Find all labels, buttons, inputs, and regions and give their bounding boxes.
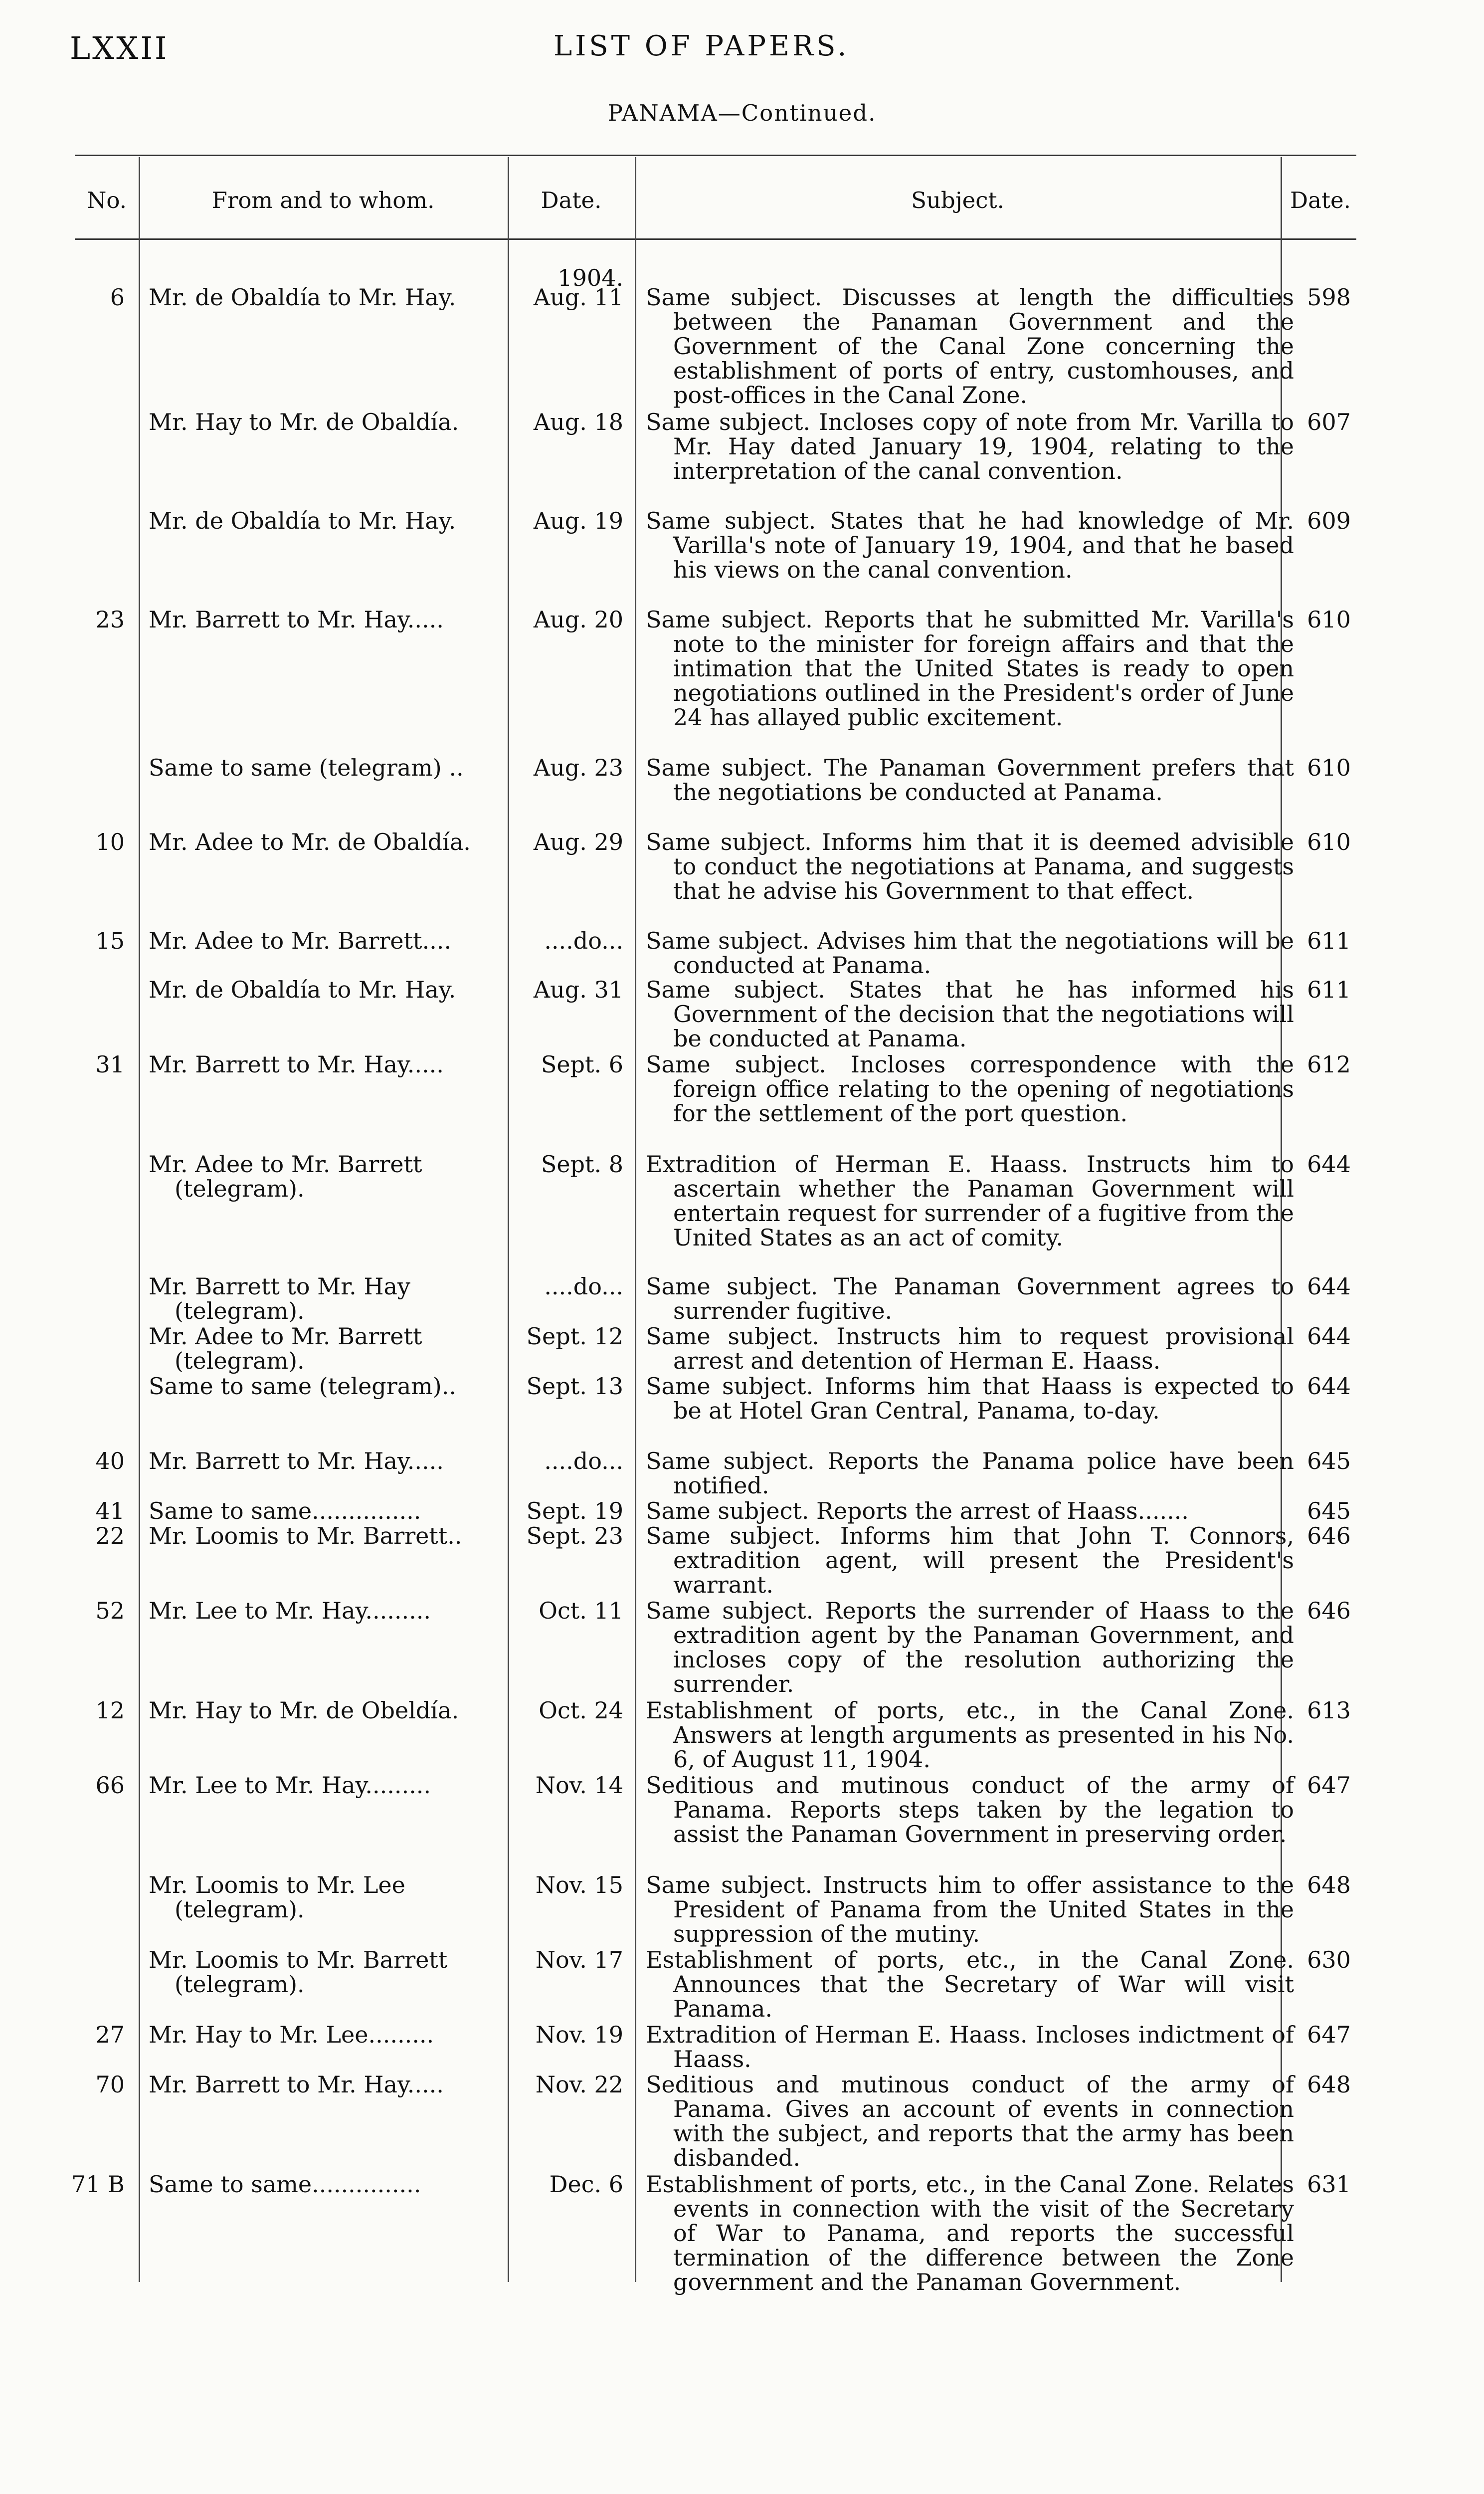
entry-from-to: Same to same (telegram).. [149, 1373, 456, 1400]
entry-page: 610 [1307, 829, 1351, 855]
entry-number: 23 [95, 606, 125, 633]
section-subheading: PANAMA—Continued. [607, 100, 877, 126]
entry-date: Sept. 23 [526, 1522, 623, 1549]
entry-page: 648 [1307, 2071, 1351, 2098]
entry-subject: Same subject. States that he has informed his Government of the decision that the negotiations will be conducted at Panama. [646, 976, 1295, 1052]
table-row [0, 1151, 1484, 1251]
column-header-page: Date. [1290, 187, 1351, 213]
entry-number: 71 B [71, 2171, 125, 2198]
entry-from-to: Mr. Loomis to Mr. Barrett.. [149, 1522, 462, 1549]
table-row [0, 1323, 1484, 1374]
entry-from-to: Mr. Hay to Mr. de Obeldía. [149, 1697, 459, 1724]
table-top-rule [75, 155, 1356, 156]
table-row [0, 927, 1484, 979]
table-header-rule [75, 238, 1356, 240]
entry-date: Nov. 19 [535, 2021, 623, 2048]
entry-page: 644 [1307, 1373, 1351, 1400]
entry-from-to: Mr. Adee to Mr. de Obaldía. [149, 829, 471, 855]
entry-page: 611 [1307, 927, 1351, 954]
entry-date: ....do... [544, 927, 623, 954]
entry-from-to: Mr. Adee to Mr. Barrett (telegram). [149, 1151, 422, 1202]
entry-from-to: Mr. Loomis to Mr. Lee (telegram). [149, 1871, 405, 1923]
table-row [0, 1697, 1484, 1773]
entry-from-to: Mr. Hay to Mr. de Obaldía. [149, 409, 459, 435]
table-row [0, 1051, 1484, 1127]
entry-number: 40 [95, 1448, 125, 1474]
entry-date: Aug. 29 [533, 829, 623, 855]
entry-subject: Same subject. Incloses correspondence with the foreign office relating to the opening of negotiations for the settlement of the port question. [646, 1051, 1294, 1127]
entry-from-to: Mr. Adee to Mr. Barrett.... [149, 927, 451, 954]
entry-subject: Establishment of ports, etc., in the Canal Zone. Relates events in connection with the visit of the Secretary of War to Panama, and reports the successful termination of the difference between the Zone government and the Panaman Government. [646, 2171, 1294, 2295]
entry-subject: Extradition of Herman E. Haass. Incloses indictment of Haass. [646, 2021, 1294, 2073]
table-row [0, 2171, 1484, 2295]
table-row [0, 829, 1484, 904]
entry-page: 631 [1307, 2171, 1351, 2198]
entry-page: 648 [1307, 1871, 1351, 1898]
table-row [0, 1448, 1484, 1499]
entry-page: 645 [1307, 1448, 1351, 1474]
entry-date: Aug. 11 [533, 284, 623, 311]
entry-date: Aug. 18 [533, 409, 623, 435]
entry-subject: Same subject. Discusses at length the difficulties between the Panaman Government and the Government of the Canal Zone concerning the establishment of ports of entry, customhouses, and post-offices in the Canal Zone. [646, 284, 1294, 409]
entry-from-to: Mr. Barrett to Mr. Hay (telegram). [149, 1273, 410, 1324]
column-header-no: No. [87, 187, 127, 213]
entry-page: 610 [1307, 606, 1351, 633]
entry-number: 66 [95, 1772, 125, 1799]
entry-subject: Same subject. Reports the Panama police have been notified. [646, 1448, 1294, 1499]
entry-from-to: Mr. Lee to Mr. Hay......... [149, 1772, 431, 1799]
entry-subject: Same subject. Instructs him to offer assistance to the President of Panama from the United States in the suppression of the mutiny. [646, 1871, 1294, 1947]
entry-date: Oct. 11 [539, 1597, 623, 1624]
entry-date: Aug. 19 [533, 507, 623, 534]
entry-from-to: Mr. de Obaldía to Mr. Hay. [149, 507, 456, 534]
entry-page: 612 [1307, 1051, 1351, 1078]
entry-subject: Same subject. Informs him that it is deemed advisible to conduct the negotiations at Panama, and suggests that he advise his Government to that effect. [646, 829, 1294, 904]
entry-page: 644 [1307, 1151, 1351, 1178]
entry-number: 31 [95, 1051, 125, 1078]
entry-page: 647 [1307, 2021, 1351, 2048]
entry-from-to: Mr. Hay to Mr. Lee......... [149, 2021, 434, 2048]
entry-number: 52 [95, 1597, 125, 1624]
entry-from-to: Same to same............... [149, 2171, 421, 2198]
table-row [0, 507, 1484, 583]
entry-date: Aug. 31 [533, 976, 623, 1003]
table-row [0, 1946, 1484, 2022]
entry-page: 644 [1307, 1273, 1351, 1300]
entry-page: 644 [1307, 1323, 1351, 1350]
entry-date: Nov. 14 [535, 1772, 623, 1799]
entry-subject: Same subject. Reports the surrender of Haass to the extradition agent by the Panaman Government, and incloses copy of the resolution authorizing the surrender. [646, 1597, 1294, 1697]
entry-from-to: Same to same............... [149, 1497, 421, 1524]
entry-subject: Same subject. Informs him that Haass is expected to be at Hotel Gran Central, Panama, to-day. [646, 1373, 1294, 1424]
table-row [0, 1772, 1484, 1848]
entry-date: Nov. 22 [535, 2071, 623, 2098]
entry-subject: Same subject. Advises him that the negotiations will be conducted at Panama. [646, 927, 1294, 979]
entry-page: 598 [1307, 284, 1351, 311]
entry-page: 630 [1307, 1946, 1351, 1973]
page-number: LXXII [70, 30, 169, 66]
entry-from-to: Mr. Barrett to Mr. Hay..... [149, 606, 444, 633]
entry-page: 646 [1307, 1597, 1351, 1624]
entry-date: Sept. 6 [541, 1051, 623, 1078]
entry-number: 6 [110, 284, 125, 311]
table-row [0, 1373, 1484, 1424]
entry-number: 70 [95, 2071, 125, 2098]
year-label: 1904. [557, 264, 623, 291]
entry-subject: Seditious and mutinous conduct of the army of Panama. Reports steps taken by the legation to assist the Panaman Government in preserving order. [646, 1772, 1294, 1848]
entry-date: ....do... [544, 1273, 623, 1300]
table-row [0, 976, 1484, 1052]
entry-subject: Establishment of ports, etc., in the Canal Zone. Announces that the Secretary of War will visit Panama. [646, 1946, 1294, 2022]
entry-subject: Same subject. States that he had knowledge of Mr. Varilla's note of January 19, 1904, and that he based his views on the canal convention. [646, 507, 1294, 583]
entry-from-to: Mr. de Obaldía to Mr. Hay. [149, 976, 456, 1003]
entry-number: 27 [95, 2021, 125, 2048]
table-row [0, 2021, 1484, 2073]
column-header-subject: Subject. [911, 187, 1004, 213]
entry-subject: Same subject. Incloses copy of note from Mr. Varilla to Mr. Hay dated January 19, 1904, relating to the interpretation of the canal convention. [646, 409, 1294, 484]
entry-from-to: Mr. Adee to Mr. Barrett (telegram). [149, 1323, 422, 1374]
table-row [0, 284, 1484, 409]
entry-subject: Same subject. The Panaman Government prefers that the negotiations be conducted at Panama. [646, 754, 1294, 806]
table-row [0, 409, 1484, 484]
entry-date: Dec. 6 [549, 2171, 623, 2198]
entry-date: Aug. 20 [533, 606, 623, 633]
entry-date: Aug. 23 [533, 754, 623, 781]
entry-subject: Same subject. Reports that he submitted Mr. Varilla's note to the minister for foreign affairs and that the intimation that the United States is ready to open negotiations outlined in the President's order of June 24 has allayed public excitement. [646, 606, 1294, 731]
entry-subject: Seditious and mutinous conduct of the army of Panama. Gives an account of events in connection with the subject, and reports that the army has been disbanded. [646, 2071, 1294, 2171]
entry-subject: Same subject. Reports the arrest of Haass....... [646, 1497, 1189, 1524]
entry-from-to: Mr. Barrett to Mr. Hay..... [149, 1051, 444, 1078]
table-row [0, 606, 1484, 731]
entry-page: 611 [1307, 976, 1351, 1003]
entry-date: Nov. 17 [535, 1946, 623, 1973]
table-row [0, 2071, 1484, 2171]
table-row [0, 754, 1484, 806]
entry-number: 12 [95, 1697, 125, 1724]
entry-subject: Same subject. Instructs him to request provisional arrest and detention of Herman E. Haass. [646, 1323, 1294, 1374]
table-row [0, 1871, 1484, 1947]
entry-page: 645 [1307, 1497, 1351, 1524]
entry-date: Sept. 8 [541, 1151, 623, 1178]
entry-subject: Extradition of Herman E. Haass. Instructs him to ascertain whether the Panaman Government will entertain request for surrender of a fugitive from the United States as an act of comity. [646, 1151, 1294, 1251]
table-row [0, 1597, 1484, 1697]
entry-from-to: Mr. Barrett to Mr. Hay..... [149, 2071, 444, 2098]
entry-number: 10 [95, 829, 125, 855]
entry-page: 609 [1307, 507, 1351, 534]
entry-date: Oct. 24 [539, 1697, 623, 1724]
entry-subject: Establishment of ports, etc., in the Canal Zone. Answers at length arguments as presented in his No. 6, of August 11, 1904. [646, 1697, 1294, 1773]
entry-number: 15 [95, 927, 125, 954]
entry-date: Sept. 12 [526, 1323, 623, 1350]
table-row [0, 1522, 1484, 1598]
column-header-date: Date. [541, 187, 602, 213]
entry-subject: Same subject. Informs him that John T. Connors, extradition agent, will present the President's warrant. [646, 1522, 1294, 1598]
entry-page: 647 [1307, 1772, 1351, 1799]
entry-from-to: Mr. Barrett to Mr. Hay..... [149, 1448, 444, 1474]
entry-date: ....do... [544, 1448, 623, 1474]
entry-from-to: Mr. Lee to Mr. Hay......... [149, 1597, 431, 1624]
entry-page: 607 [1307, 409, 1351, 435]
entry-page: 610 [1307, 754, 1351, 781]
table-row [0, 1273, 1484, 1324]
entry-date: Sept. 19 [526, 1497, 623, 1524]
entry-number: 22 [95, 1522, 125, 1549]
entry-from-to: Mr. Loomis to Mr. Barrett (telegram). [149, 1946, 448, 1998]
entry-from-to: Mr. de Obaldía to Mr. Hay. [149, 284, 456, 311]
entry-number: 41 [95, 1497, 125, 1524]
column-header-from-to: From and to whom. [211, 187, 435, 213]
entry-subject: Same subject. The Panaman Government agrees to surrender fugitive. [646, 1273, 1294, 1324]
entry-date: Sept. 13 [526, 1373, 623, 1400]
entry-page: 646 [1307, 1522, 1351, 1549]
entry-date: Nov. 15 [535, 1871, 623, 1898]
page-title: LIST OF PAPERS. [554, 30, 850, 62]
entry-page: 613 [1307, 1697, 1351, 1724]
entry-from-to: Same to same (telegram) .. [149, 754, 464, 781]
